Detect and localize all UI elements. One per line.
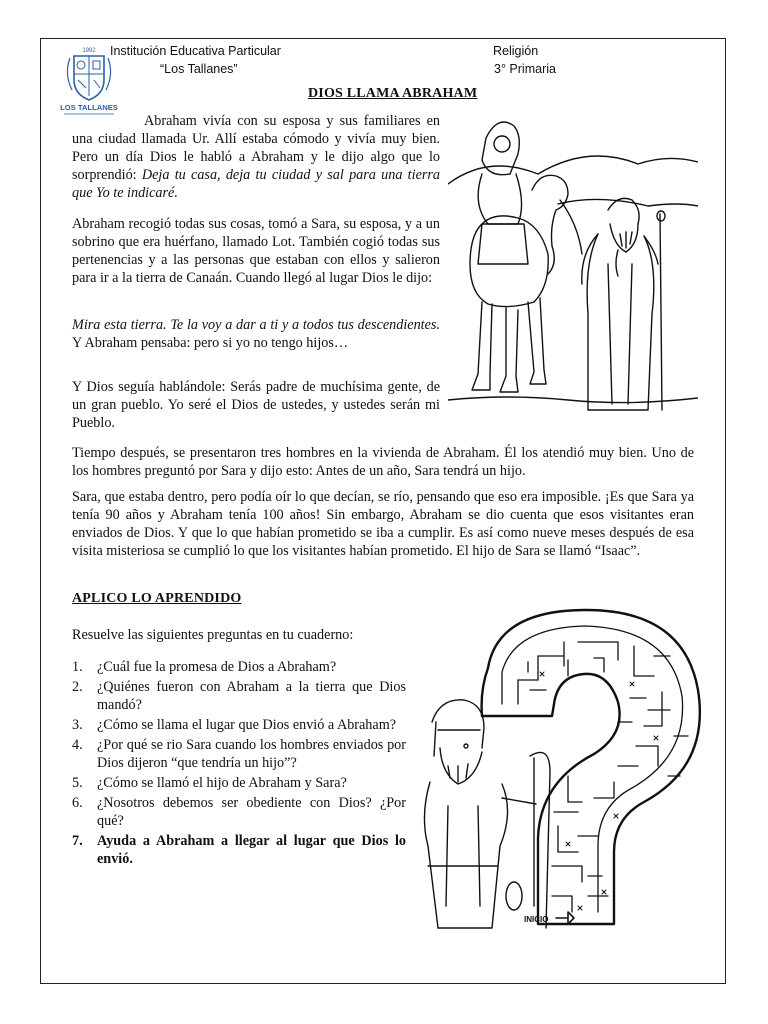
question-text: ¿Cómo se llamó el hijo de Abraham y Sara? [97,775,347,791]
question-text: ¿Cuál fue la promesa de Dios a Abraham? [97,659,337,675]
activity-heading: APLICO LO APRENDIDO [72,591,242,606]
question-text: ¿Por qué se rio Sara cuando los hombres enviados por Dios dijeron “que tendría un hijo”? [97,737,406,771]
question-item [72,774,406,792]
story-text: Y Abraham pensaba: pero si yo no tengo hijos… [72,335,349,351]
question-number: 6. [72,795,83,811]
question-number: 3. [72,717,83,733]
question-text: ¿Quiénes fueron con Abraham a la tierra que Dios mandó? [97,679,406,713]
question-number: 4. [72,737,83,753]
story-paragraph-6: Sara, que estaba dentro, pero podía oír lo que decían, se río, pensando que eso era imposible. ¡Es que Sara ya tenía 90 años y Abraham tenía 100 años! Sin embargo, Abraham se dio cuenta que esos visitantes eran enviados de Dios. Y que lo que habían prometido se iba a cumplir. Es así como nueve meses después de esa visita misteriosa se cumplió lo que los visitantes habían prometido. El hijo de Sara se llamó “Isaac”. [72,489,694,559]
question-number: 5. [72,775,83,791]
question-item [72,794,406,830]
story-quote: Deja tu casa, deja tu ciudad y sal para una tierra que Yo te indicaré. [72,167,441,201]
abraham-sara-camel-illustration [448,114,698,420]
story-paragraph-1 [72,112,440,202]
question-item [72,736,406,772]
story-paragraph-3 [72,316,440,352]
question-item [72,678,406,714]
question-text: Ayuda a Abraham a llegar al lugar que Dios lo envió. [97,833,406,867]
question-number: 7. [72,833,83,849]
story-paragraph-5: Tiempo después, se presentaron tres hombres en la vivienda de Abraham. Él los atendió muy bien. Uno de los hombres preguntó por Sara y dijo esto: Antes de un año, Sara tendrá un hijo. [72,445,694,479]
question-item [72,658,406,676]
question-item [72,716,406,734]
question-item [72,832,406,868]
logo-year: 1992 [82,48,96,54]
story-quote: Mira esta tierra. Te la voy a dar a ti y a todos tus descendientes. [72,317,440,333]
question-mark-maze [418,606,714,936]
abraham-illustration [424,700,550,928]
logo-name: LOS TALLANES [60,103,118,112]
story-paragraph-2: Abraham recogió todas sus cosas, tomó a Sara, su esposa, y a un sobrino que era huérfano, llamado Lot. También cogió todas sus pertenencias y a las personas que estaban con ellos y salieron para ir a la tierra de Canaán. Cuando llegó al lugar Dios le dijo: [72,216,440,286]
question-text: ¿Cómo se llama el lugar que Dios envió a Abraham? [97,717,397,733]
maze-start-label: INICIO [524,915,549,924]
story-paragraph-4: Y Dios seguía hablándole: Serás padre de muchísima gente, de un gran pueblo. Yo seré el Dios de ustedes, y ustedes serán mi Pueblo. [72,379,440,431]
page-title: DIOS LLAMA ABRAHAM [308,86,478,101]
school-name: Institución Educativa Particular [110,44,281,58]
grade-label: 3° Primaria [494,62,556,76]
question-number: 2. [72,679,83,695]
question-list [72,658,406,870]
subject-label: Religión [493,44,539,58]
story-text: Abraham vivía con su esposa y sus familiares en una ciudad llamada Ur. Allí estaba cómodo y vivía muy bien. Pero un día Dios le habló a Abraham y le dijo algo que lo sorprendió: [72,113,440,183]
question-text: ¿Nosotros debemos ser obediente con Dios? ¿Por qué? [97,795,406,829]
activity-instruction: Resuelve las siguientes preguntas en tu cuaderno: [72,627,354,643]
question-number: 1. [72,659,83,675]
school-name-short: “Los Tallanes” [160,62,238,76]
